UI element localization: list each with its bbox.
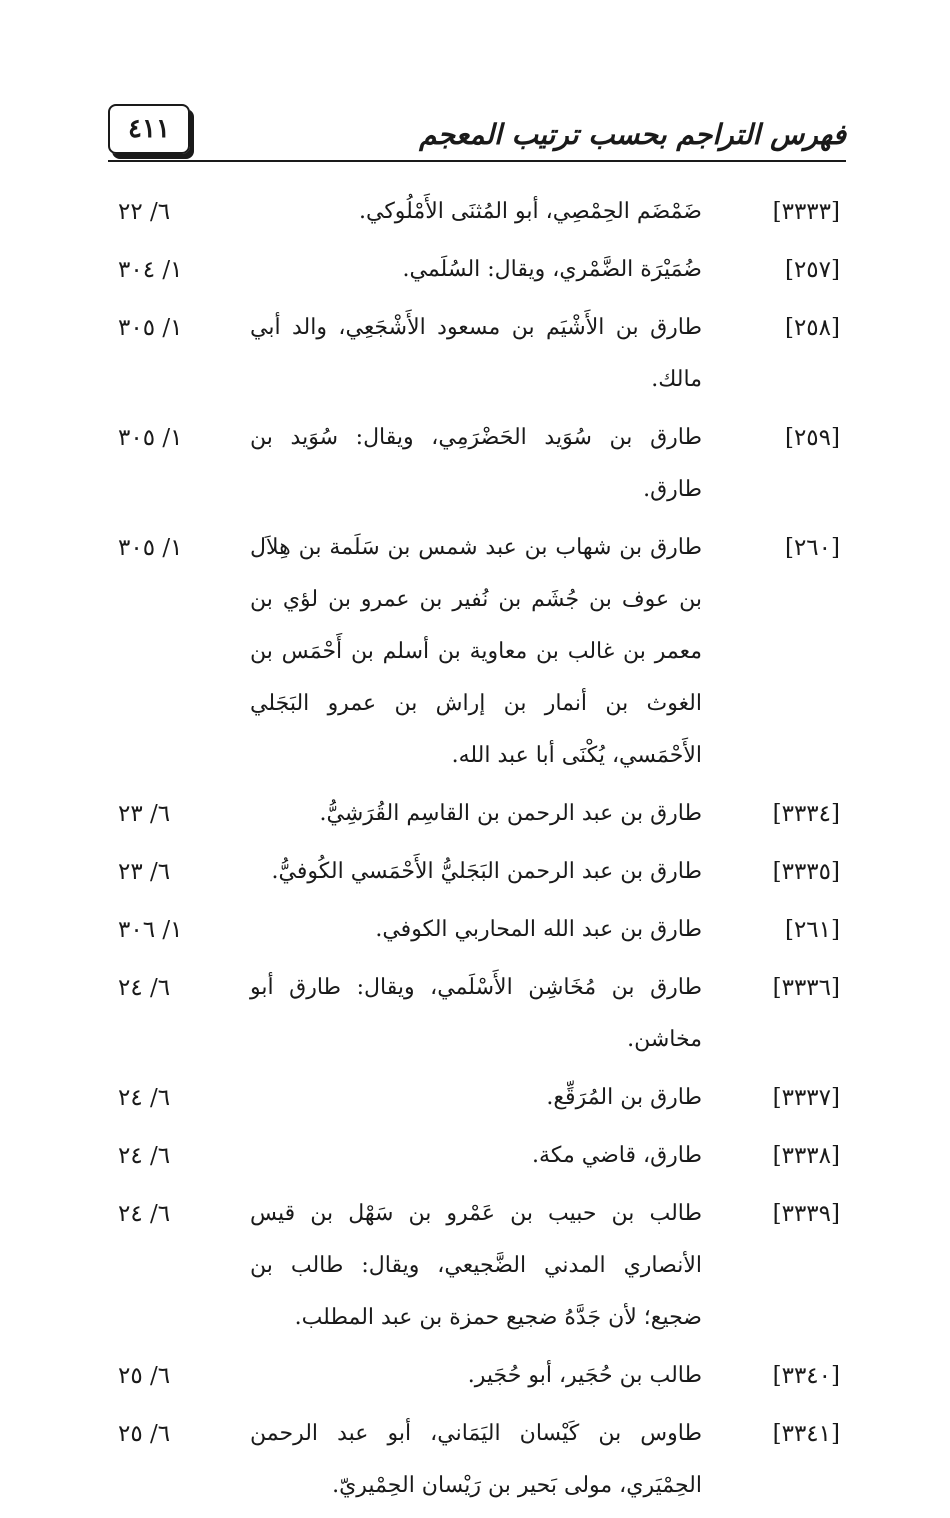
list-item: [118, 522, 840, 782]
entry-number: [٣٣٣٧]: [772, 1085, 840, 1111]
page-number: ٤١١: [108, 104, 190, 154]
entry-text: طارق بن عبد الرحمن بن القاسِم القُرَشِيُّ.: [319, 801, 702, 826]
entry-reference: ١/ ٣٠٥: [118, 535, 183, 561]
list-item: [118, 1408, 840, 1512]
running-title: فهرس التراجم بحسب ترتيب المعجم: [419, 118, 846, 151]
entry-number: [٣٣٤٠]: [772, 1363, 840, 1389]
entry-reference: ٦/ ٢٢: [118, 199, 171, 225]
entry-number: [٣٣٣٥]: [772, 859, 840, 885]
entry-reference: ٦/ ٢٣: [118, 801, 171, 827]
entry-text: طارق بن شهاب بن عبد شمس بن سَلَمة بن هِلاَل بن عوف بن جُشَم بن نُفير بن عمرو بن لؤي بن معمر بن غالب بن معاوية بن أسلم بن أَحْمَس بن الغوث بن أنمار بن إراش بن عمرو البَجَلي الأَحْمَسي، يُكْنَى أبا عبد الله.: [250, 535, 702, 768]
page-header: [108, 104, 846, 162]
list-item: [118, 1188, 840, 1344]
entry-reference: ٦/ ٢٤: [118, 1085, 171, 1111]
list-item: [118, 244, 840, 296]
entry-list: [118, 186, 840, 1518]
list-item: [118, 788, 840, 840]
header-rule: [108, 160, 846, 162]
entry-reference: ٦/ ٢٥: [118, 1363, 171, 1389]
list-item: [118, 846, 840, 898]
entry-reference: ١/ ٣٠٥: [118, 315, 183, 341]
entry-reference: ٦/ ٢٤: [118, 975, 171, 1001]
entry-reference: ٦/ ٢٤: [118, 1201, 171, 1227]
entry-number: [٣٣٣٨]: [772, 1143, 840, 1169]
entry-text: طارق بن عبد الله المحاربي الكوفي.: [375, 917, 702, 942]
entry-text: ضُمَيْرَة الضَّمْري، ويقال: السُلَمي.: [402, 257, 702, 282]
entry-text: طاوس بن كَيْسان اليَمَاني، أبو عبد الرحمن الحِمْيَري، مولى بَحير بن رَيْسان الحِمْيريّ.: [250, 1421, 702, 1498]
entry-number: [٣٣٣٦]: [772, 975, 840, 1001]
entry-text: طارق، قاضي مكة.: [532, 1143, 702, 1168]
entry-text: طارق بن مُخَاشِن الأَسْلَمي، ويقال: طارق أبو مخاشن.: [250, 975, 702, 1052]
entry-text: طالب بن حُجَير، أبو حُجَير.: [467, 1363, 702, 1388]
list-item: [118, 186, 840, 238]
entry-number: [٣٣٤١]: [772, 1421, 840, 1447]
entry-number: [٢٥٨]: [784, 315, 840, 341]
entry-number: [٢٦٠]: [784, 535, 840, 561]
entry-text: طارق بن سُوَيد الحَضْرَمِي، ويقال: سُوَيد بن طارق.: [250, 425, 702, 502]
list-item: [118, 1130, 840, 1182]
entry-number: [٢٥٧]: [784, 257, 840, 283]
entry-text: طارق بن عبد الرحمن البَجَليُّ الأَحْمَسي الكُوفيُّ.: [271, 859, 702, 884]
entry-text: ضَمْضَم الحِمْصِي، أبو المُثنَى الأَمْلُوكي.: [359, 199, 702, 224]
list-item: [118, 412, 840, 516]
entry-number: [٣٣٣٣]: [772, 199, 840, 225]
list-item: [118, 1072, 840, 1124]
list-item: [118, 904, 840, 956]
entry-reference: ٦/ ٢٤: [118, 1143, 171, 1169]
entry-reference: ٦/ ٢٣: [118, 859, 171, 885]
list-item: [118, 962, 840, 1066]
entry-number: [٣٣٣٩]: [772, 1201, 840, 1227]
list-item: [118, 1350, 840, 1402]
entry-reference: ٦/ ٢٥: [118, 1421, 171, 1447]
entry-reference: ١/ ٣٠٤: [118, 257, 183, 283]
entry-number: [٢٦١]: [784, 917, 840, 943]
entry-text: طارق بن الأَشْيَم بن مسعود الأَشْجَعِي، والد أبي مالك.: [250, 315, 702, 392]
entry-reference: ١/ ٣٠٥: [118, 425, 183, 451]
entry-reference: ١/ ٣٠٦: [118, 917, 183, 943]
entry-number: [٣٣٣٤]: [772, 801, 840, 827]
entry-number: [٢٥٩]: [784, 425, 840, 451]
entry-text: طارق بن المُرَقِّع.: [546, 1085, 702, 1110]
entry-text: طالب بن حبيب بن عَمْرو بن سَهْل بن قيس الأنصاري المدني الضَّجيعي، ويقال: طالب بن ضجيع؛ لأن جَدَّهُ ضجيع حمزة بن عبد المطلب.: [250, 1201, 702, 1330]
list-item: [118, 302, 840, 406]
